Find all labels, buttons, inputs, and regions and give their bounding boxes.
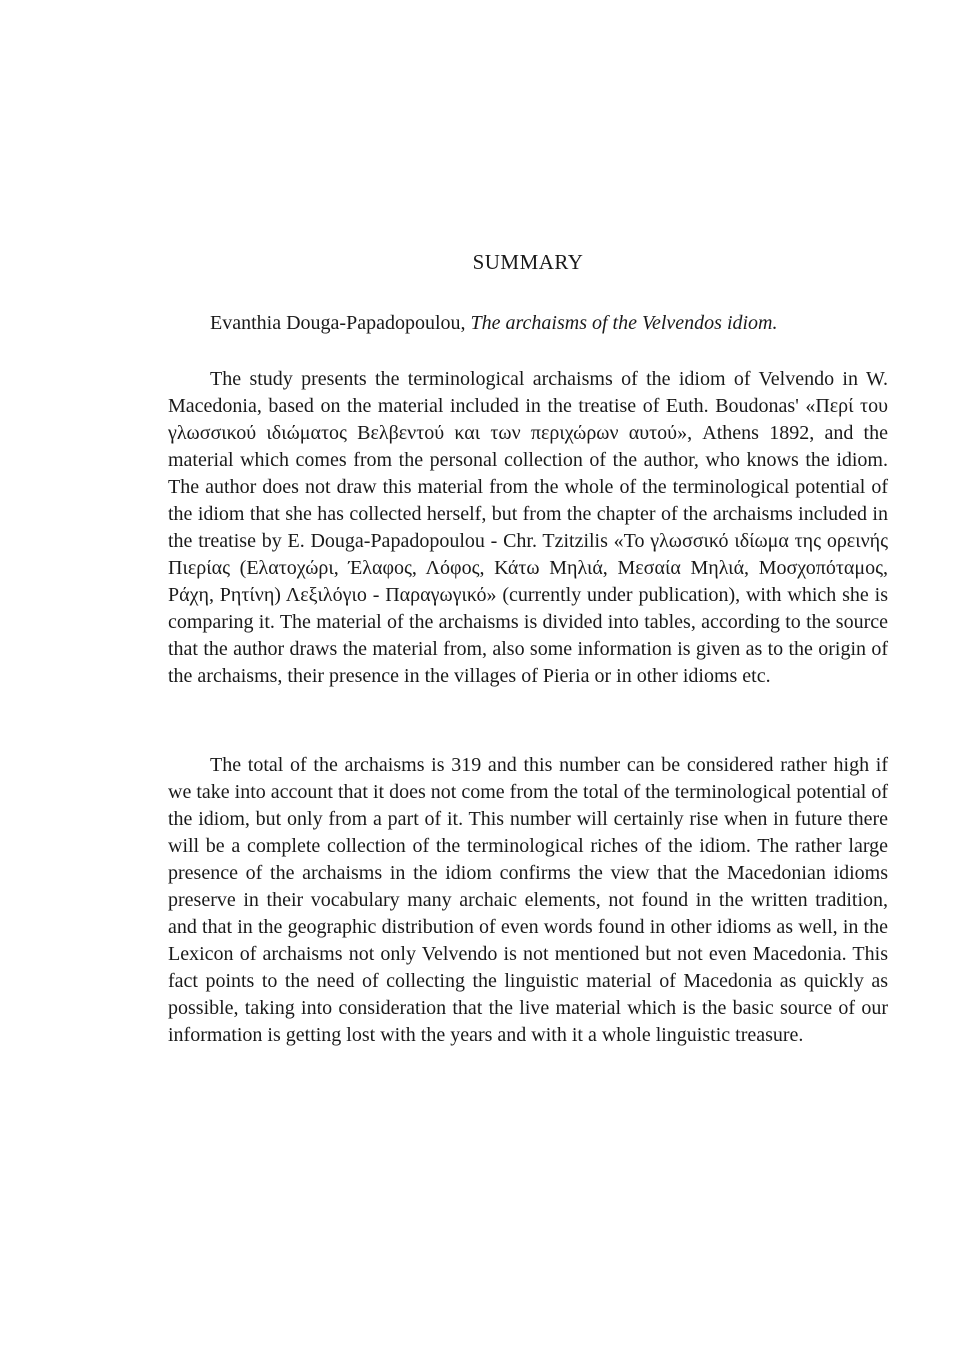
byline-author: Evanthia Douga-Papadopoulou, [210, 312, 471, 334]
paragraph-text: The total of the archaisms is 319 and this number can be considered rather high if we take into account that it does not come from the total of the terminological potential of the idiom, but only from a part of it. This number will certainly rise when in future there will be a complete collection of the terminological riches of the idiom. The rather large presence of the archaisms in the idiom confirms the view that the Macedonian idioms preserve in their vocabulary many archaic elements, not found in the written tradition, and that in the geographic distribution of even words found in other idioms as well, in the Lexicon of archaisms not only Velvendo is not mentioned but not even Macedonia. This fact points to the need of collecting the linguistic material of Macedonia as quickly as possible, taking into consideration that the live material which is the basic source of our information is getting lost with the years and with it a whole linguistic treasure. [168, 754, 888, 1046]
byline [168, 310, 888, 337]
summary-heading: SUMMARY [472, 250, 584, 274]
byline-title: The archaisms of the Velvendos idiom. [470, 312, 778, 334]
summary-paragraph-2 [168, 752, 888, 1049]
paragraph-text: The study presents the terminological archaisms of the idiom of Velvendo in W. Macedonia, based on the material included in the treatise of Euth. Boudonas' «Περί του γλωσσικού ιδιώματος Βελβεντού και των περιχώρων αυτού», Athens 1892, and the material which comes from the personal collection of the author, who knows the idiom. The author does not draw this material from the whole of the terminological potential of the idiom that she has collected herself, but from the chapter of the archaisms included in the treatise by E. Douga-Papadopoulou - Chr. Tzitzilis «Το γλωσσικό ιδίωμα της ορεινής Πιερίας (Ελατοχώρι, Έλαφος, Λόφος, Κάτω Μηλιά, Μεσαία Μηλιά, Μοσχοπόταμος, Ράχη, Ρητίνη) Λεξιλόγιο - Παραγωγικό» (currently under publication), with which she is comparing it. The material of the archaisms is divided into tables, according to the source that the author draws the material from, also some information is given as to the origin of the archaisms, their presence in the villages of Pieria or in other idioms etc. [168, 368, 888, 687]
summary-paragraph-1 [168, 366, 888, 690]
